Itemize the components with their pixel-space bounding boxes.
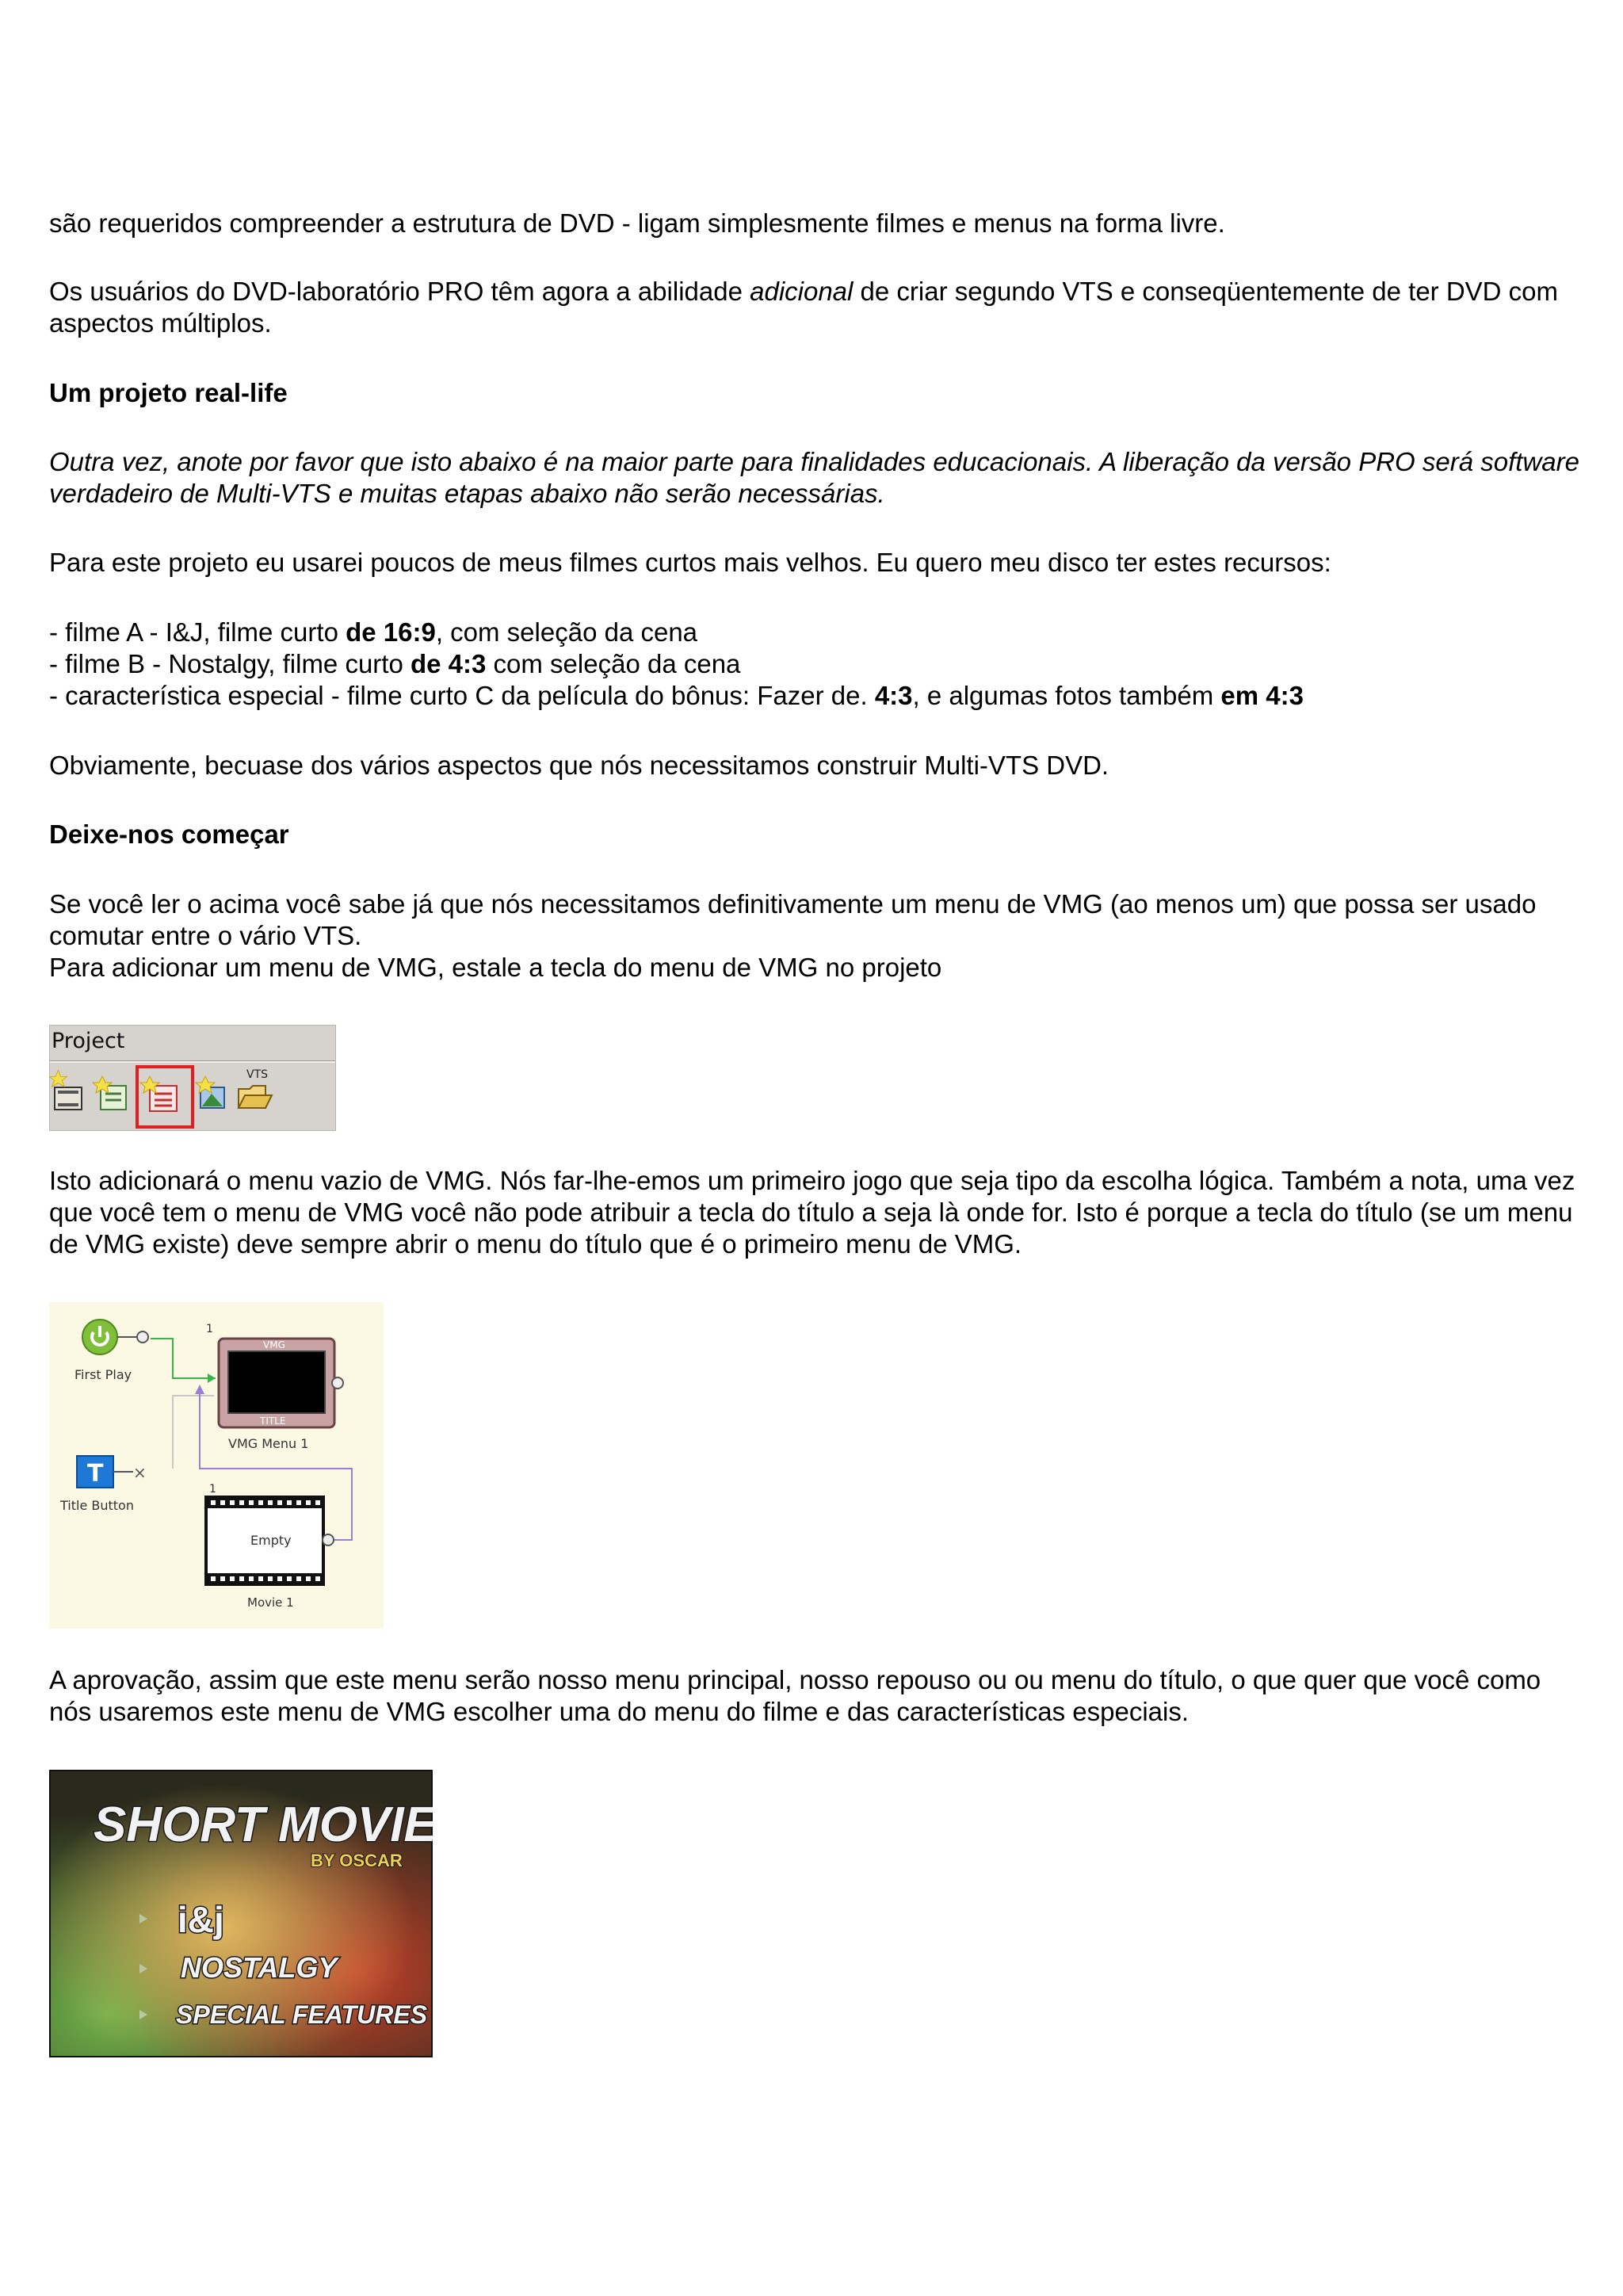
feature-list [49, 617, 1587, 712]
add-vmg-menu-icon[interactable] [137, 1067, 193, 1127]
first-play-node[interactable] [74, 1320, 148, 1382]
paragraph-vmg-menu-line-2: Para adicionar um menu de VMG, estale a tecla do menu de VMG no projeto [49, 953, 942, 982]
movie-return-arrow [195, 1385, 204, 1394]
emphasis-adicional: adicional [750, 277, 854, 306]
paragraph-pro-users [49, 276, 1587, 339]
diagram-svg [49, 1302, 384, 1629]
paragraph-empty-vmg: Isto adicionará o menu vazio de VMG. Nós far-lhe-emos um primeiro jogo que seja tipo da escolha lógica. Também a nota, uma vez que você tem o menu de VMG você não pode atribuir a tecla do título a seja là onde for. Isto é porque a tecla do título (se um menu de VMG existe) deve sempre abrir o menu do título que é o primeiro menu de VMG. [49, 1166, 1575, 1259]
short-movies-menu-image [49, 1770, 433, 2057]
movie-node[interactable] [206, 1483, 334, 1610]
add-slideshow-icon[interactable] [196, 1076, 224, 1108]
title-button-node[interactable] [59, 1456, 147, 1513]
vmg-menu-label: VMG Menu 1 [228, 1436, 309, 1451]
paragraph-educational-note: Outra vez, anote por favor que isto abaixo é na maior parte para finalidades educacionais. A liberação da versão PRO será software verdadeiro de Multi-VTS e muitas etapas abaixo não serão necessárias. [49, 447, 1579, 508]
add-movie-icon[interactable] [50, 1070, 82, 1110]
toolbar-icons [50, 1062, 335, 1132]
paragraph-vmg-menu [49, 888, 1587, 984]
first-play-arrow [208, 1373, 216, 1383]
heading-lets-start: Deixe-nos começar [49, 819, 289, 849]
menu-item-ij[interactable]: i&j [178, 1899, 224, 1940]
paragraph-pro-users-text-2: de criar segundo VTS e conseqüentemente de ter DVD com aspectos múltiplos. [49, 277, 1559, 338]
vts-label: VTS [246, 1068, 269, 1081]
paragraph-vmg-menu-line-1: Se você ler o acima você sabe já que nós necessitamos definitivamente um menu de VMG (ao menos um) que possa ser usado comutar entre o vário VTS. [49, 889, 1537, 950]
vmg-menu-node[interactable] [206, 1323, 343, 1451]
list-item-film-b: - filme B - Nostalgy, filme curto de 4:3 com seleção da cena [49, 649, 741, 678]
paragraph-project-resources: Para este projeto eu usarei poucos de meus filmes curtos mais velhos. Eu quero meu disco ter estes recursos: [49, 548, 1331, 577]
project-toolbar-screenshot [49, 1025, 336, 1131]
add-menu-icon[interactable] [93, 1076, 126, 1110]
paragraph-main-menu: A aprovação, assim que este menu serão nosso menu principal, nosso repouso ou ou menu do título, o que quer que você como nós usaremos este menu de VMG escolher uma do menu do filme e das características especiais. [49, 1665, 1541, 1726]
toolbar-title: Project [52, 1029, 125, 1053]
title-badge: TITLE [260, 1415, 286, 1427]
title-button-label: Title Button [60, 1498, 134, 1513]
list-item-special-feature: - característica especial - filme curto C da película do bônus: Fazer de. 4:3, e algumas fotos também em 4:3 [49, 681, 1304, 710]
heading-real-life-project: Um projeto real-life [49, 378, 288, 407]
list-item-film-a: - filme A - I&J, filme curto de 16:9, com seleção da cena [49, 617, 698, 647]
unlinked-x-icon: × [133, 1463, 147, 1482]
vmg-badge: VMG [263, 1339, 285, 1350]
vts-folder-icon[interactable] [239, 1068, 272, 1108]
menu-logo-title: SHORT MOVIES [94, 1797, 433, 1852]
paragraph-multi-vts: Obviamente, becuase dos vários aspectos que nós necessitamos construir Multi-VTS DVD. [49, 751, 1109, 780]
empty-label: Empty [250, 1533, 292, 1548]
menu-logo-subtitle: BY OSCAR [311, 1851, 403, 1870]
vmg-connection-diagram [49, 1302, 384, 1629]
movie-label: Movie 1 [247, 1595, 294, 1610]
paragraph-intro: são requeridos compreender a estrutura de DVD - ligam simplesmente filmes e menus na forma livre. [49, 208, 1225, 238]
menu-item-special-features[interactable]: SPECIAL FEATURES [176, 2000, 428, 2029]
menu-image-svg [49, 1770, 433, 2057]
first-play-link [151, 1339, 216, 1378]
first-play-label: First Play [74, 1367, 132, 1382]
svg-text:1: 1 [206, 1323, 213, 1335]
svg-text:1: 1 [209, 1483, 216, 1496]
title-button-link [173, 1396, 214, 1469]
title-button-letter: T [87, 1460, 104, 1488]
paragraph-pro-users-text-1: Os usuários do DVD-laboratório PRO têm agora a abilidade [49, 277, 750, 306]
menu-item-nostalgy[interactable]: NOSTALGY [181, 1951, 338, 1984]
